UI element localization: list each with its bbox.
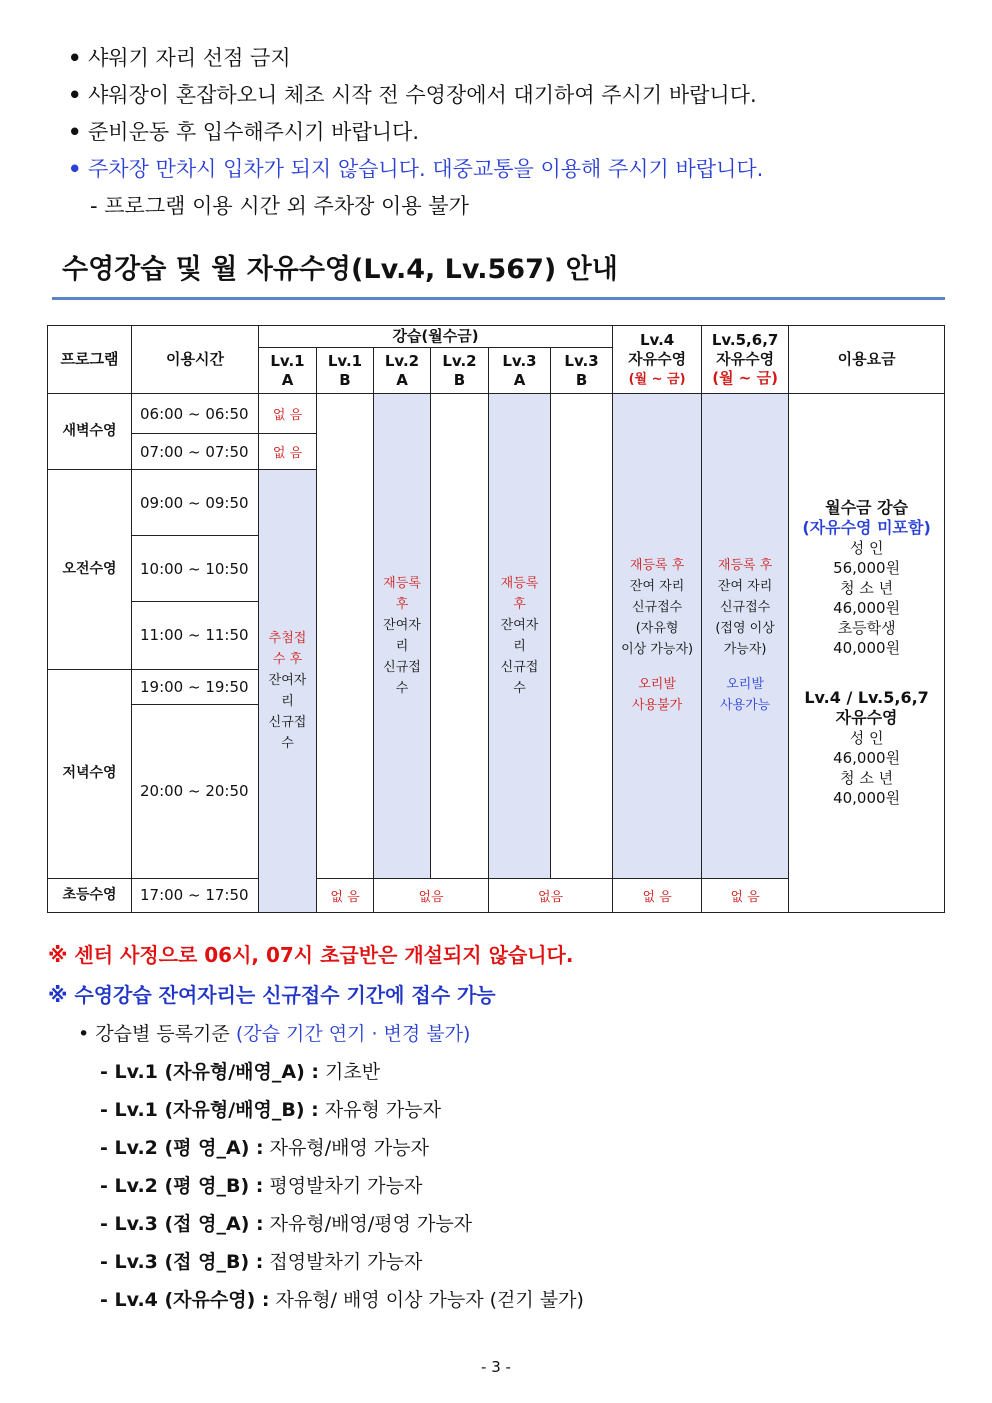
lv3b-cell <box>551 394 613 879</box>
bullet-sub-item: - 프로그램 이용 시간 외 주차장 이용 불가 <box>90 194 469 218</box>
title-underline <box>52 297 945 300</box>
header-time: 이용시간 <box>132 326 259 394</box>
time-cell: 10:00 ~ 10:50 <box>132 536 259 602</box>
lv2-none: 없음 <box>374 878 489 912</box>
lv4-none: 없 음 <box>613 878 702 912</box>
header-lv1a: Lv.1 A <box>259 348 317 394</box>
lv3a-cell: 재등록 후 잔여자 리 신규접 수 <box>489 394 551 879</box>
level-criterion: - Lv.3 (접 영_A) : 자유형/배영/평영 가능자 <box>100 1213 473 1235</box>
note-remaining-seats: ※ 수영강습 잔여자리는 신규접수 기간에 접수 가능 <box>48 983 496 1007</box>
notes-section <box>48 935 968 1319</box>
section-title: 수영강습 및 월 자유수영(Lv.4, Lv.567) 안내 <box>62 254 618 285</box>
header-program: 프로그램 <box>48 326 132 394</box>
bullet-item: • 샤워장이 혼잡하오니 체조 시작 전 수영장에서 대기하여 주시기 바랍니다. <box>68 83 757 107</box>
time-cell: 20:00 ~ 20:50 <box>132 704 259 878</box>
notice-bullets <box>68 40 968 225</box>
bullet-item-parking: • 주차장 만차시 입차가 되지 않습니다. 대중교통을 이용해 주시기 바랍니다. <box>68 157 764 181</box>
lv1a-cell: 추첨접 수 후 잔여자 리 신규접 수 <box>259 470 317 913</box>
level-criterion: - Lv.3 (접 영_B) : 접영발차기 가능자 <box>100 1251 423 1273</box>
level-criterion: - Lv.1 (자유형/배영_A) : 기초반 <box>100 1061 381 1083</box>
program-evening: 저녁수영 <box>48 669 132 878</box>
header-lv4: Lv.4 자유수영 (월 ~ 금) <box>613 326 702 394</box>
lv567-none: 없 음 <box>702 878 789 912</box>
header-lv3a: Lv.3 A <box>489 348 551 394</box>
program-morning: 오전수영 <box>48 470 132 669</box>
header-fee: 이용요금 <box>789 326 945 394</box>
fee-cell: 월수금 강습 (자유수영 미포함) 성 인 56,000원 청 소 년 46,000원 초등학생 40,000원 Lv.4 / Lv.5,6,7 자유수영 성 인 46,000원 청 소 년 40,000원 <box>789 394 945 913</box>
header-lv567: Lv.5,6,7 자유수영 (월 ~ 금) <box>702 326 789 394</box>
bullet-item: • 준비운동 후 입수해주시기 바랍니다. <box>68 120 419 144</box>
criteria-heading: • 강습별 등록기준 (강습 기간 연기 · 변경 불가) <box>78 1023 471 1045</box>
lv567-cell: 재등록 후 잔여 자리 신규접수 (접영 이상 가능자) 오리발 사용가능 <box>702 394 789 879</box>
time-cell: 09:00 ~ 09:50 <box>132 470 259 536</box>
schedule-table <box>47 325 945 913</box>
level-criterion: - Lv.2 (평 영_A) : 자유형/배영 가능자 <box>100 1137 429 1159</box>
lv1b-cell <box>317 394 374 879</box>
bullet-item: • 샤워기 자리 선점 금지 <box>68 46 291 70</box>
time-cell: 19:00 ~ 19:50 <box>132 669 259 704</box>
lv1a-none: 없 음 <box>259 394 317 434</box>
program-elem: 초등수영 <box>48 878 132 912</box>
level-criterion: - Lv.1 (자유형/배영_B) : 자유형 가능자 <box>100 1099 441 1121</box>
lv1b-none: 없 음 <box>317 878 374 912</box>
header-lv2a: Lv.2 A <box>374 348 431 394</box>
level-criterion: - Lv.4 (자유수영) : 자유형/ 배영 이상 가능자 (걷기 불가) <box>100 1289 584 1311</box>
level-criterion: - Lv.2 (평 영_B) : 평영발차기 가능자 <box>100 1175 423 1197</box>
time-cell: 11:00 ~ 11:50 <box>132 602 259 669</box>
header-lv2b: Lv.2 B <box>431 348 489 394</box>
time-cell: 07:00 ~ 07:50 <box>132 434 259 470</box>
lv2a-cell: 재등록 후 잔여자 리 신규접 수 <box>374 394 431 879</box>
lv2b-cell <box>431 394 489 879</box>
header-lv1b: Lv.1 B <box>317 348 374 394</box>
lv3-none: 없음 <box>489 878 613 912</box>
program-dawn: 새벽수영 <box>48 394 132 470</box>
page-number: - 3 - <box>481 1358 511 1376</box>
lv1a-none: 없 음 <box>259 434 317 470</box>
lv4-cell: 재등록 후 잔여 자리 신규접수 (자유형 이상 가능자) 오리발 사용불가 <box>613 394 702 879</box>
time-cell: 17:00 ~ 17:50 <box>132 878 259 912</box>
header-lv3b: Lv.3 B <box>551 348 613 394</box>
header-lessons: 강습(월수금) <box>259 326 613 348</box>
note-closed-classes: ※ 센터 사정으로 06시, 07시 초급반은 개설되지 않습니다. <box>48 943 574 967</box>
time-cell: 06:00 ~ 06:50 <box>132 394 259 434</box>
